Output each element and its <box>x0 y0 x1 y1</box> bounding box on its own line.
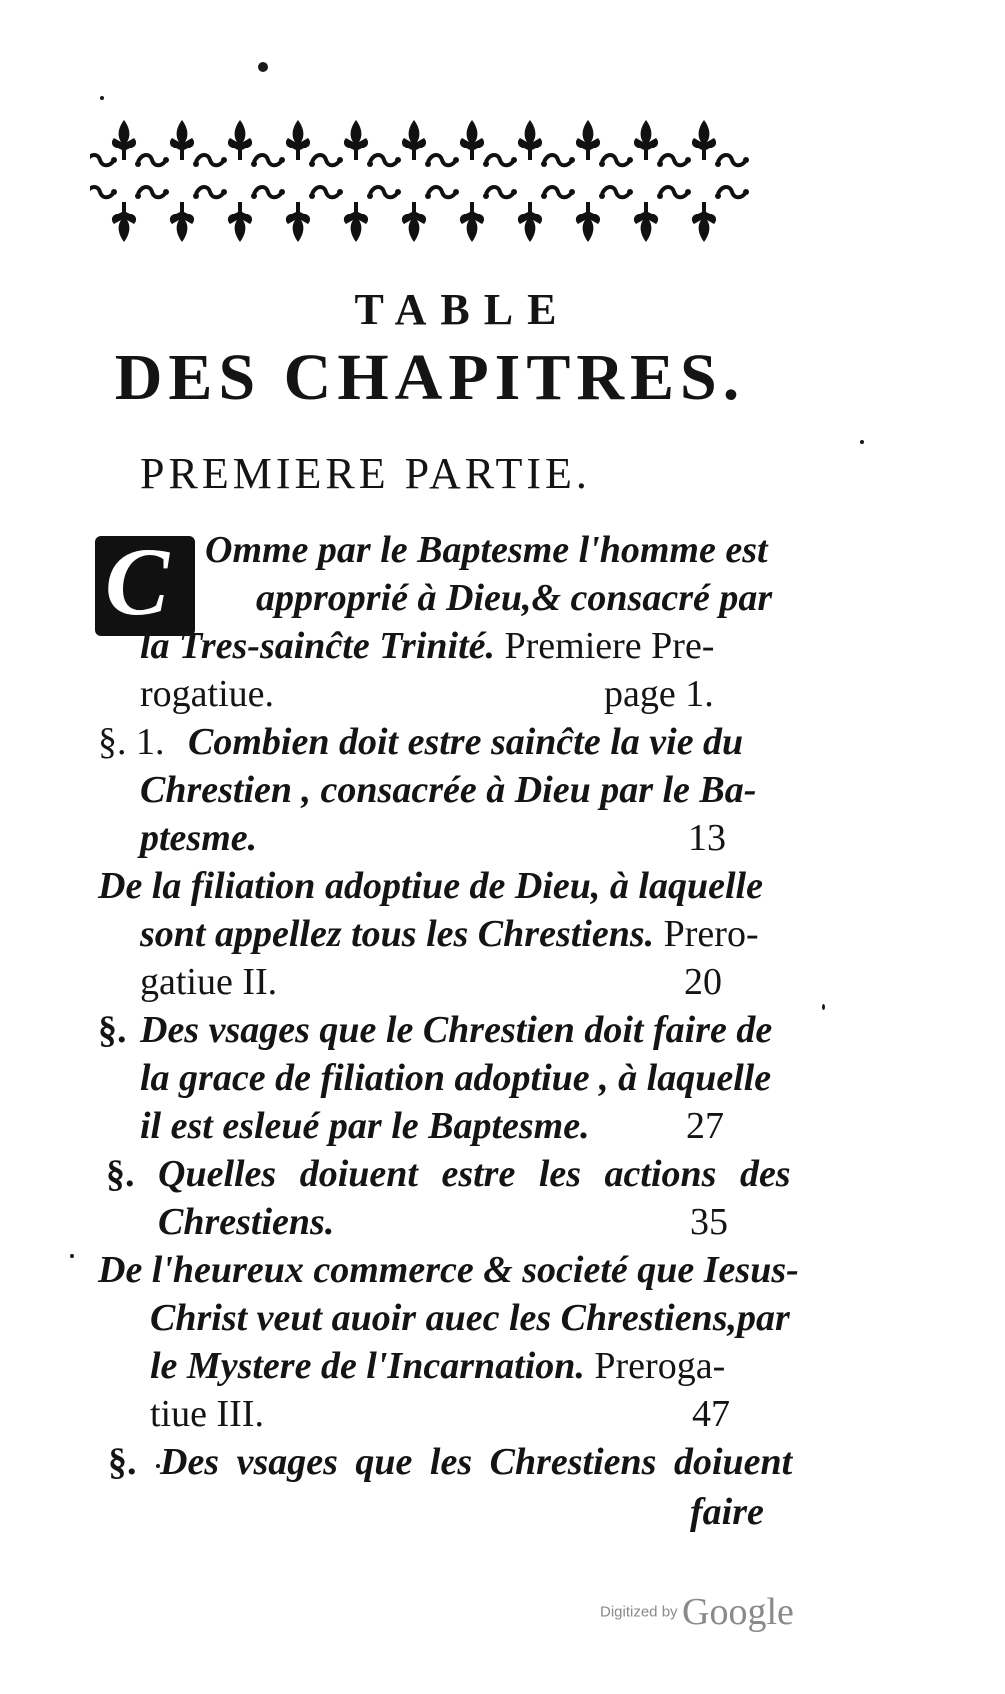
entry-1-line-4: rogatiue. <box>140 673 275 715</box>
entry-3-line-2 <box>140 910 759 958</box>
entry-2-page: 13 <box>688 817 726 859</box>
digitized-by-google-watermark <box>600 1590 794 1634</box>
entry-7-line-1: Des vsages que les Chrestiens doiuent <box>160 1441 793 1483</box>
entry-6-line-3-italic: le Mystere de l'Incarnation. <box>150 1345 585 1387</box>
entry-5-line-2: Chrestiens. <box>158 1201 335 1243</box>
entry-4-line-1: Des vsages que le Chrestien doit faire de <box>140 1009 773 1051</box>
ink-speck <box>860 440 864 444</box>
entry-2-line-3: ptesme. <box>140 817 258 859</box>
title-table: TABLE <box>354 285 571 334</box>
entry-6-line-3-roman: Preroga- <box>584 1345 726 1387</box>
entry-2-line-1: Combien doit estre sainĉte la vie du <box>188 721 744 763</box>
fleuron-ornament-band <box>90 118 770 250</box>
entry-1-line-2: approprié à Dieu,& consacré par <box>256 577 773 619</box>
entry-4-page: 27 <box>686 1105 724 1147</box>
title-des-chapitres: DES CHAPITRES. <box>114 341 746 414</box>
entry-4-line-2: la grace de filiation adoptiue , à laquelle <box>140 1057 772 1099</box>
drop-cap-flourish <box>183 540 201 580</box>
entry-3-line-2-roman: Prero- <box>654 913 759 955</box>
ink-speck <box>70 1254 74 1258</box>
entry-6-page: 47 <box>692 1393 730 1435</box>
entry-7-section-mark: §. <box>108 1441 137 1483</box>
entry-6-line-1: De l'heureux commerce & societé que Iesus- <box>98 1249 799 1291</box>
scroll-row-bottom <box>90 187 749 199</box>
entry-6-line-4: tiue III. <box>150 1393 264 1435</box>
scroll-row-top <box>90 155 749 167</box>
catchword: faire <box>690 1491 764 1533</box>
entry-1-page: page 1. <box>604 673 714 715</box>
ink-speck <box>100 96 104 100</box>
entry-6-line-3 <box>150 1342 725 1390</box>
part-heading: PREMIERE PARTIE. <box>140 449 591 498</box>
entry-1-line-3-italic: la Tres-sainĉte Trinité. <box>140 625 495 667</box>
entry-1-line-3-roman: Premiere Pre- <box>495 625 715 667</box>
watermark-prefix: Digitized by <box>600 1603 678 1621</box>
entry-1-line-3 <box>140 622 714 670</box>
entry-3-page: 20 <box>684 961 722 1003</box>
fleuron-row-bottom <box>112 202 716 242</box>
ink-speck <box>822 1004 825 1010</box>
entry-5-page: 35 <box>690 1201 728 1243</box>
drop-cap-initial: C <box>95 536 195 636</box>
entry-3-line-2-italic: sont appellez tous les Chrestiens. <box>140 913 655 955</box>
entry-3-line-1: De la filiation adoptiue de Dieu, à laquelle <box>98 865 763 907</box>
entry-3-line-3: gatiue II. <box>140 961 278 1003</box>
entry-6-line-2: Christ veut auoir auec les Chrestiens,par <box>150 1297 790 1339</box>
entry-4-section-mark: §. <box>98 1009 127 1051</box>
entry-2-line-2: Chrestien , consacrée à Dieu par le Ba- <box>140 769 757 811</box>
entry-1-line-1: Omme par le Baptesme l'homme est <box>205 529 768 571</box>
entry-5-line-1: Quelles doiuent estre les actions des <box>158 1153 791 1195</box>
entry-4-line-3: il est esleué par le Baptesme. <box>140 1105 590 1147</box>
watermark-brand: Google <box>682 1591 794 1633</box>
ink-speck <box>258 62 268 72</box>
entry-2-section-mark: §. 1. <box>98 721 165 763</box>
entry-5-section-mark: §. <box>106 1153 135 1195</box>
